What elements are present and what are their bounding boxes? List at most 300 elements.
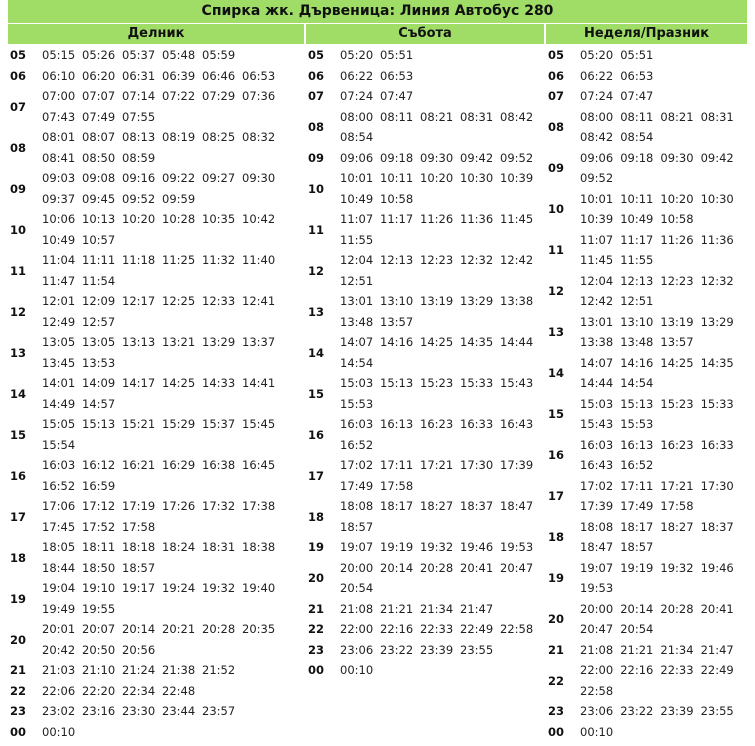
hour-group — [546, 701, 747, 722]
time-row — [42, 476, 282, 497]
time-row — [42, 517, 282, 538]
departure-time: 19:04 — [42, 581, 76, 596]
hour-group — [8, 250, 304, 291]
departure-time: 16:38 — [202, 458, 236, 473]
time-row — [340, 373, 540, 394]
hour-times — [340, 619, 540, 640]
hour-times — [580, 148, 741, 189]
departure-time: 20:28 — [420, 560, 454, 575]
hour-group — [546, 660, 747, 701]
departure-time: 08:54 — [620, 130, 654, 145]
departure-time: 09:59 — [162, 191, 196, 206]
time-row — [340, 291, 540, 312]
time-row — [580, 558, 741, 579]
hour-group — [546, 66, 747, 87]
departure-time: 10:13 — [82, 212, 116, 227]
departure-time: 06:39 — [162, 68, 196, 83]
time-row — [42, 722, 82, 743]
departure-time: 10:35 — [202, 212, 236, 227]
departure-time: 21:10 — [82, 663, 116, 678]
hour-group — [546, 599, 747, 640]
departure-time: 19:19 — [620, 560, 654, 575]
time-row — [340, 435, 540, 456]
departure-time: 12:41 — [242, 294, 276, 309]
departure-time: 12:13 — [620, 273, 654, 288]
departure-time: 11:11 — [82, 253, 116, 268]
hour-group — [546, 435, 747, 476]
page-title: Спирка жк. Дървеница: Линия Автобус 280 — [8, 0, 747, 24]
departure-time: 12:17 — [122, 294, 156, 309]
departure-time: 19:32 — [202, 581, 236, 596]
departure-time: 18:47 — [500, 499, 534, 514]
departure-time: 08:07 — [82, 130, 116, 145]
departure-time: 08:21 — [420, 109, 454, 124]
departure-time: 18:37 — [460, 499, 494, 514]
departure-time: 16:03 — [42, 458, 76, 473]
time-row — [42, 619, 282, 640]
departure-time: 13:53 — [82, 355, 116, 370]
departure-time: 16:03 — [580, 437, 614, 452]
hour-label: 21 — [10, 663, 27, 678]
departure-time: 13:57 — [660, 335, 694, 350]
departure-time: 10:49 — [42, 232, 76, 247]
hour-group — [8, 619, 304, 660]
hour-label: 12 — [548, 284, 565, 298]
departure-time: 23:22 — [620, 704, 654, 719]
hour-label: 07 — [308, 89, 325, 104]
departure-time: 09:18 — [620, 150, 654, 165]
departure-time: 21:08 — [580, 642, 614, 657]
hour-times — [580, 353, 741, 394]
hour-times — [580, 394, 741, 435]
departure-time: 13:13 — [122, 335, 156, 350]
hour-times — [340, 599, 500, 620]
departure-time: 20:14 — [380, 560, 414, 575]
hour-group — [8, 332, 304, 373]
departure-time: 18:38 — [242, 540, 276, 555]
departure-time: 10:39 — [500, 171, 534, 186]
departure-time: 17:06 — [42, 499, 76, 514]
departure-time: 20:01 — [42, 622, 76, 637]
departure-time: 08:42 — [500, 109, 534, 124]
time-row — [340, 394, 540, 415]
departure-time: 21:38 — [162, 663, 196, 678]
hour-group — [546, 517, 747, 558]
departure-time: 16:33 — [700, 437, 734, 452]
hour-group — [546, 394, 747, 435]
hour-label: 16 — [548, 448, 565, 462]
departure-time: 14:33 — [202, 376, 236, 391]
hour-times — [42, 414, 282, 455]
time-row — [580, 394, 741, 415]
departure-time: 05:15 — [42, 48, 76, 63]
hour-times — [340, 640, 500, 661]
time-row — [340, 250, 540, 271]
hour-label: 09 — [10, 181, 27, 196]
departure-time: 14:01 — [42, 376, 76, 391]
hour-group — [306, 45, 544, 66]
departure-time: 06:10 — [42, 68, 76, 83]
time-row — [340, 45, 420, 66]
time-row — [580, 86, 660, 107]
hour-times — [580, 558, 741, 599]
time-row — [340, 107, 540, 128]
departure-time: 16:52 — [620, 458, 654, 473]
departure-time: 17:49 — [340, 478, 374, 493]
departure-time: 23:55 — [700, 704, 734, 719]
departure-time: 20:35 — [242, 622, 276, 637]
hour-label: 23 — [548, 704, 565, 719]
departure-time: 17:52 — [82, 519, 116, 534]
hour-label: 08 — [548, 120, 565, 134]
departure-time: 08:11 — [620, 109, 654, 124]
hour-times — [42, 209, 282, 250]
departure-time: 17:39 — [500, 458, 534, 473]
hour-group — [306, 537, 544, 558]
time-row — [340, 66, 420, 87]
hour-label: 17 — [548, 489, 565, 503]
time-row — [580, 148, 741, 169]
hour-group — [306, 66, 544, 87]
departure-time: 10:49 — [620, 212, 654, 227]
departure-time: 12:32 — [700, 273, 734, 288]
departure-time: 17:38 — [242, 499, 276, 514]
departure-time: 17:21 — [660, 478, 694, 493]
hour-group — [8, 86, 304, 127]
departure-time: 11:26 — [660, 232, 694, 247]
hour-times — [340, 66, 420, 87]
departure-time: 19:40 — [242, 581, 276, 596]
departure-time: 09:30 — [242, 171, 276, 186]
hour-label: 09 — [308, 150, 325, 165]
time-row — [340, 312, 540, 333]
hour-label: 18 — [10, 550, 27, 565]
hour-times — [580, 107, 741, 148]
departure-time: 16:23 — [420, 417, 454, 432]
time-row — [42, 537, 282, 558]
hour-times — [42, 168, 282, 209]
departure-time: 05:51 — [380, 48, 414, 63]
hour-group — [306, 660, 544, 681]
departure-time: 18:44 — [42, 560, 76, 575]
hour-label: 17 — [308, 468, 325, 483]
departure-time: 17:11 — [620, 478, 654, 493]
time-row — [580, 619, 741, 640]
departure-time: 11:17 — [380, 212, 414, 227]
departure-time: 19:19 — [380, 540, 414, 555]
departure-time: 16:59 — [82, 478, 116, 493]
hour-times — [340, 209, 540, 250]
departure-time: 10:11 — [620, 191, 654, 206]
departure-time: 22:16 — [380, 622, 414, 637]
departure-time: 14:54 — [620, 376, 654, 391]
departure-time: 11:40 — [242, 253, 276, 268]
hour-group — [306, 168, 544, 209]
departure-time: 13:19 — [420, 294, 454, 309]
departure-time: 23:06 — [580, 704, 614, 719]
departure-time: 23:39 — [660, 704, 694, 719]
hour-group — [306, 619, 544, 640]
time-row — [580, 722, 620, 743]
departure-time: 16:43 — [580, 458, 614, 473]
hour-label: 08 — [308, 120, 325, 134]
departure-time: 07:24 — [340, 89, 374, 104]
departure-time: 18:18 — [122, 540, 156, 555]
time-row — [580, 414, 741, 435]
departure-time: 17:11 — [380, 458, 414, 473]
departure-time: 19:55 — [82, 601, 116, 616]
departure-time: 06:20 — [82, 68, 116, 83]
hour-group — [8, 168, 304, 209]
hour-group — [306, 455, 544, 496]
hour-times — [42, 619, 282, 660]
hour-group — [8, 681, 304, 702]
time-row — [42, 148, 282, 169]
departure-time: 17:58 — [380, 478, 414, 493]
departure-time: 20:41 — [460, 560, 494, 575]
departure-time: 14:25 — [162, 376, 196, 391]
hour-label: 15 — [548, 407, 565, 421]
departure-time: 17:02 — [580, 478, 614, 493]
hour-label: 11 — [308, 222, 325, 237]
time-row — [580, 291, 741, 312]
departure-time: 08:00 — [340, 109, 374, 124]
hour-label: 00 — [308, 663, 325, 678]
time-row — [340, 578, 540, 599]
departure-time: 10:20 — [420, 171, 454, 186]
departure-time: 15:43 — [580, 417, 614, 432]
departure-time: 15:21 — [122, 417, 156, 432]
hour-group — [546, 640, 747, 661]
departure-time: 17:19 — [122, 499, 156, 514]
hour-times — [580, 45, 660, 66]
departure-time: 09:42 — [460, 150, 494, 165]
departure-time: 14:35 — [460, 335, 494, 350]
departure-time: 22:58 — [580, 683, 614, 698]
departure-time: 10:06 — [42, 212, 76, 227]
hour-label: 14 — [548, 366, 565, 380]
departure-time: 08:31 — [700, 109, 734, 124]
departure-time: 16:43 — [500, 417, 534, 432]
time-row — [580, 599, 741, 620]
hour-group — [306, 640, 544, 661]
saturday-header: Събота — [306, 24, 544, 44]
departure-time: 06:22 — [580, 68, 614, 83]
time-row — [340, 558, 540, 579]
departure-time: 08:31 — [460, 109, 494, 124]
departure-time: 19:32 — [660, 560, 694, 575]
hour-group — [8, 660, 304, 681]
sunday-times — [546, 44, 747, 742]
time-row — [340, 517, 540, 538]
departure-time: 21:34 — [420, 601, 454, 616]
departure-time: 21:52 — [202, 663, 236, 678]
hour-label: 16 — [308, 427, 325, 442]
departure-time: 19:53 — [580, 581, 614, 596]
departure-time: 10:58 — [660, 212, 694, 227]
departure-time: 23:22 — [380, 642, 414, 657]
hour-label: 11 — [548, 243, 565, 257]
time-row — [42, 435, 282, 456]
departure-time: 05:51 — [620, 48, 654, 63]
departure-time: 07:36 — [242, 89, 276, 104]
time-row — [580, 189, 741, 210]
departure-time: 06:31 — [122, 68, 156, 83]
hour-times — [340, 107, 540, 148]
hour-times — [42, 332, 282, 373]
departure-time: 09:52 — [500, 150, 534, 165]
departure-time: 19:07 — [580, 560, 614, 575]
time-row — [42, 681, 202, 702]
departure-time: 08:50 — [82, 150, 116, 165]
departure-time: 20:50 — [82, 642, 116, 657]
time-row — [340, 414, 540, 435]
departure-time: 22:48 — [162, 683, 196, 698]
time-row — [340, 86, 420, 107]
time-row — [580, 660, 741, 681]
departure-time: 13:38 — [580, 335, 614, 350]
departure-time: 09:52 — [580, 171, 614, 186]
hour-label: 23 — [10, 704, 27, 719]
time-row — [340, 353, 540, 374]
time-row — [42, 86, 282, 107]
hour-times — [580, 189, 741, 230]
departure-time: 09:45 — [82, 191, 116, 206]
hour-label: 05 — [548, 48, 565, 63]
departure-time: 23:06 — [340, 642, 374, 657]
hour-label: 14 — [10, 386, 27, 401]
time-row — [42, 496, 282, 517]
departure-time: 05:20 — [340, 48, 374, 63]
hour-label: 15 — [10, 427, 27, 442]
hour-group — [306, 414, 544, 455]
departure-time: 13:57 — [380, 314, 414, 329]
hour-label: 13 — [10, 345, 27, 360]
hour-label: 06 — [10, 68, 27, 83]
hour-group — [306, 209, 544, 250]
departure-time: 10:01 — [340, 171, 374, 186]
departure-time: 14:25 — [420, 335, 454, 350]
time-row — [42, 353, 282, 374]
departure-time: 17:21 — [420, 458, 454, 473]
time-row — [580, 107, 741, 128]
departure-time: 12:23 — [660, 273, 694, 288]
departure-time: 23:55 — [460, 642, 494, 657]
time-row — [580, 312, 741, 333]
departure-time: 18:27 — [420, 499, 454, 514]
time-row — [580, 701, 741, 722]
departure-time: 16:03 — [340, 417, 374, 432]
departure-time: 17:12 — [82, 499, 116, 514]
departure-time: 09:16 — [122, 171, 156, 186]
departure-time: 18:17 — [380, 499, 414, 514]
hour-times — [580, 435, 741, 476]
departure-time: 06:53 — [380, 68, 414, 83]
time-row — [580, 168, 741, 189]
hour-times — [340, 455, 540, 496]
departure-time: 07:22 — [162, 89, 196, 104]
hour-group — [546, 45, 747, 66]
departure-time: 16:45 — [242, 458, 276, 473]
departure-time: 13:01 — [580, 314, 614, 329]
departure-time: 23:39 — [420, 642, 454, 657]
time-row — [42, 271, 282, 292]
hour-group — [8, 496, 304, 537]
hour-times — [42, 45, 242, 66]
hour-label: 00 — [10, 724, 27, 739]
departure-time: 23:02 — [42, 704, 76, 719]
departure-time: 17:45 — [42, 519, 76, 534]
departure-time: 10:20 — [122, 212, 156, 227]
departure-time: 06:53 — [620, 68, 654, 83]
hour-group — [546, 189, 747, 230]
time-row — [42, 578, 282, 599]
departure-time: 23:57 — [202, 704, 236, 719]
departure-time: 07:14 — [122, 89, 156, 104]
hour-group — [546, 558, 747, 599]
departure-time: 19:32 — [420, 540, 454, 555]
departure-time: 09:22 — [162, 171, 196, 186]
time-row — [580, 681, 741, 702]
departure-time: 08:13 — [122, 130, 156, 145]
departure-time: 10:49 — [340, 191, 374, 206]
departure-time: 17:30 — [460, 458, 494, 473]
departure-time: 07:55 — [122, 109, 156, 124]
hour-group — [8, 414, 304, 455]
departure-time: 20:47 — [580, 622, 614, 637]
departure-time: 15:23 — [420, 376, 454, 391]
departure-time: 19:46 — [460, 540, 494, 555]
departure-time: 12:23 — [420, 253, 454, 268]
hour-group — [8, 291, 304, 332]
departure-time: 18:50 — [82, 560, 116, 575]
hour-label: 22 — [308, 622, 325, 637]
departure-time: 22:33 — [660, 663, 694, 678]
departure-time: 10:01 — [580, 191, 614, 206]
departure-time: 09:06 — [340, 150, 374, 165]
departure-time: 20:28 — [202, 622, 236, 637]
departure-time: 17:58 — [660, 499, 694, 514]
departure-time: 16:12 — [82, 458, 116, 473]
time-row — [42, 209, 282, 230]
departure-time: 20:41 — [700, 601, 734, 616]
hour-label: 19 — [10, 591, 27, 606]
departure-time: 20:28 — [660, 601, 694, 616]
departure-time: 10:39 — [580, 212, 614, 227]
departure-time: 15:03 — [340, 376, 374, 391]
hour-label: 08 — [10, 140, 27, 155]
departure-time: 10:28 — [162, 212, 196, 227]
hour-label: 21 — [548, 642, 565, 657]
departure-time: 07:43 — [42, 109, 76, 124]
hour-times — [340, 148, 540, 169]
departure-time: 14:09 — [82, 376, 116, 391]
departure-time: 07:07 — [82, 89, 116, 104]
time-row — [340, 127, 540, 148]
time-row — [340, 476, 540, 497]
departure-time: 13:48 — [620, 335, 654, 350]
hour-times — [340, 414, 540, 455]
departure-time: 10:42 — [242, 212, 276, 227]
departure-time: 18:57 — [122, 560, 156, 575]
departure-time: 08:25 — [202, 130, 236, 145]
hour-times — [580, 86, 660, 107]
time-row — [42, 127, 282, 148]
departure-time: 00:10 — [340, 663, 374, 678]
hour-times — [42, 455, 282, 496]
departure-time: 18:27 — [660, 519, 694, 534]
departure-time: 15:29 — [162, 417, 196, 432]
